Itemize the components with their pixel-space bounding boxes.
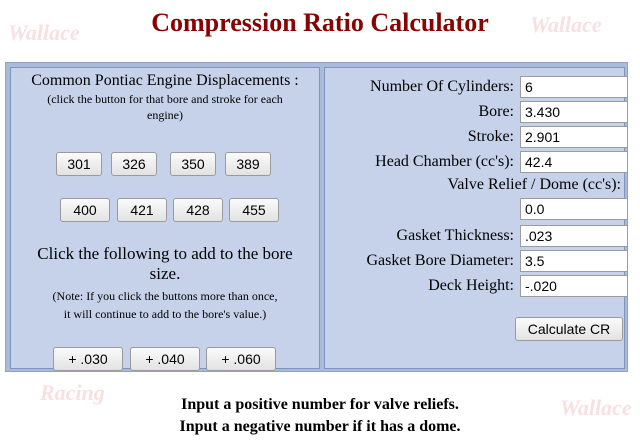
bore-add-heading: Click the following to add to the bore — [37, 244, 293, 263]
watermark-logo: Wallace — [530, 12, 602, 37]
bore-add-030-button[interactable]: + .030 — [53, 347, 123, 371]
cylinders-input[interactable] — [520, 76, 628, 98]
calculator-form — [5, 62, 628, 372]
displacement-455-button[interactable]: 455 — [229, 198, 279, 222]
bore-label: Bore: — [478, 103, 514, 120]
bore-add-heading-2: size. — [149, 264, 181, 283]
displacement-panel — [10, 67, 320, 369]
gasket-thickness-label: Gasket Thickness: — [396, 227, 514, 244]
valve-relief-input[interactable] — [520, 198, 628, 220]
displacement-389-button[interactable]: 389 — [225, 152, 271, 176]
displacement-subheading: (click the button for that bore and stroke for each — [47, 92, 283, 106]
page-title: Compression Ratio Calculator — [151, 8, 489, 37]
stroke-input[interactable] — [520, 126, 628, 148]
watermark-logo: Racing — [40, 380, 105, 405]
gasket-thickness-input[interactable] — [520, 225, 628, 247]
watermark-logo: Wallace — [560, 395, 632, 420]
displacement-301-button[interactable]: 301 — [56, 152, 102, 176]
watermark-logo: Wallace — [8, 20, 80, 45]
displacement-heading: Common Pontiac Engine Displacements : — [31, 72, 299, 89]
footer-note-positive: Input a positive number for valve reliefs. — [181, 396, 459, 413]
footer-note-negative: Input a negative number if it has a dome. — [179, 418, 461, 435]
bore-add-040-button[interactable]: + .040 — [130, 347, 200, 371]
cylinders-label: Number Of Cylinders: — [370, 78, 514, 95]
gasket-bore-label: Gasket Bore Diameter: — [366, 252, 514, 269]
valve-relief-label: Valve Relief / Dome (cc's): — [447, 176, 621, 193]
displacement-350-button[interactable]: 350 — [170, 152, 216, 176]
inputs-panel — [324, 67, 625, 369]
bore-note: (Note: If you click the buttons more than once, — [52, 289, 278, 303]
displacement-326-button[interactable]: 326 — [111, 152, 157, 176]
deck-height-label: Deck Height: — [428, 277, 514, 294]
bore-note-2: it will continue to add to the bore's value.) — [63, 307, 267, 321]
gasket-bore-input[interactable] — [520, 250, 628, 272]
displacement-subheading-2: engine) — [147, 108, 183, 122]
displacement-421-button[interactable]: 421 — [117, 198, 167, 222]
bore-add-060-button[interactable]: + .060 — [206, 347, 276, 371]
head-chamber-label: Head Chamber (cc's): — [375, 153, 514, 170]
head-chamber-input[interactable] — [520, 151, 628, 173]
calculate-cr-button[interactable]: Calculate CR — [515, 317, 623, 341]
stroke-label: Stroke: — [467, 128, 514, 145]
displacement-400-button[interactable]: 400 — [60, 198, 110, 222]
bore-input[interactable] — [520, 101, 628, 123]
deck-height-input[interactable] — [520, 275, 628, 297]
displacement-428-button[interactable]: 428 — [173, 198, 223, 222]
